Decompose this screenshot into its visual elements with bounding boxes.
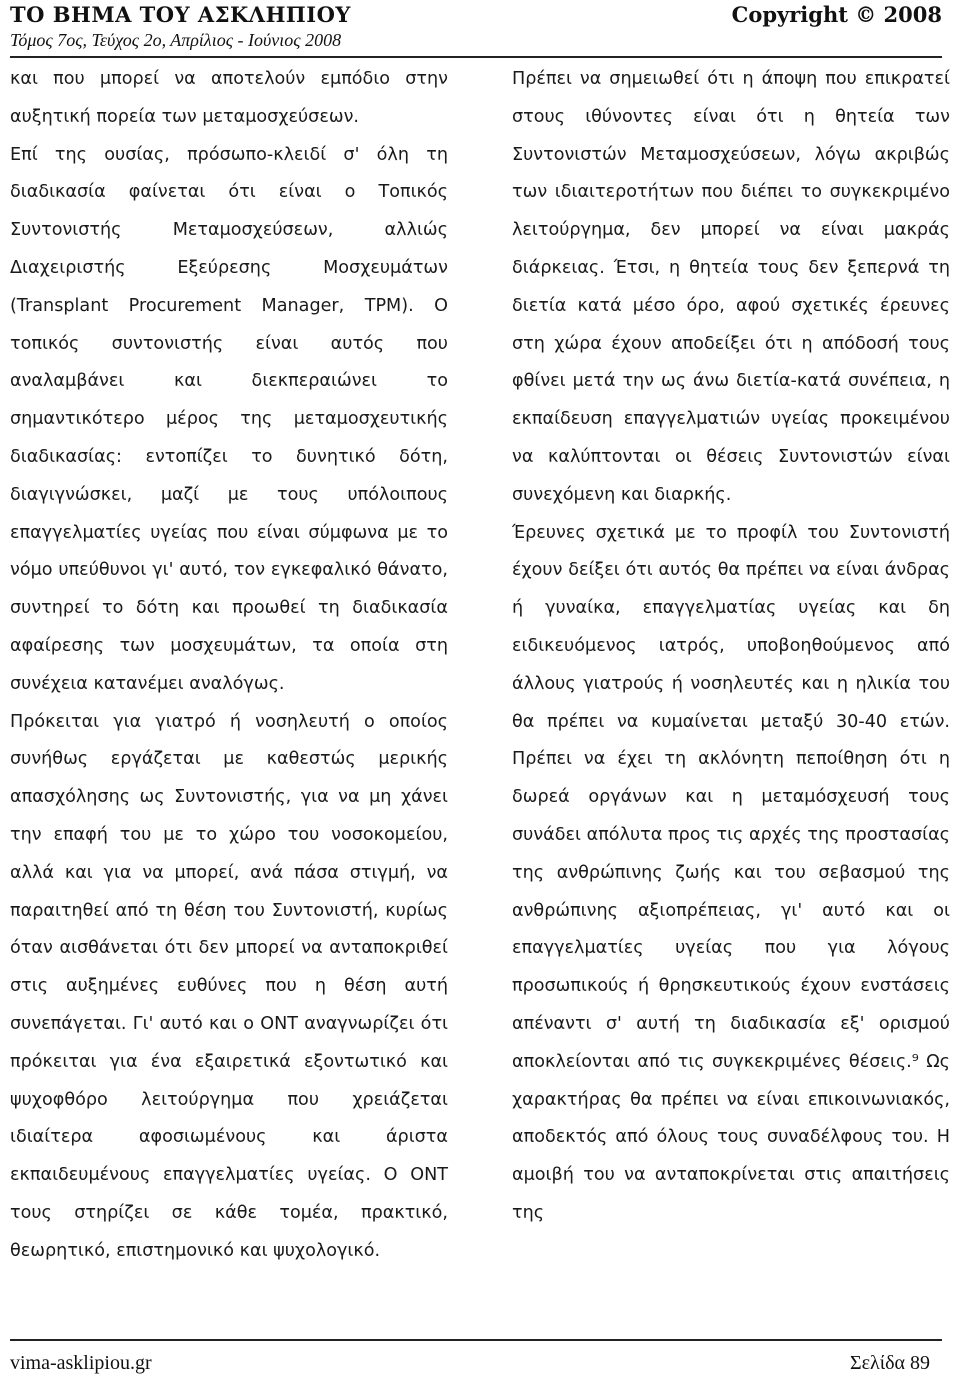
paragraph: Πρόκειται για γιατρό ή νοσηλευτή ο οποίος συνήθως εργάζεται με καθεστώς μερικής απασχόλησης ως Συντονιστής, για να μη χάνει την επαφή του με το χώρο του νοσοκομείου, αλλά και για να μπορεί, ανά πάσα στιγμή, να παραιτηθεί από τη θέση του Συντονιστή, κυρίως όταν αισθάνεται ότι δεν μπορεί να ανταποκριθεί στις αυξημένες ευθύνες που η θέση αυτή συνεπάγεται. Γι' αυτό και ο ΟΝΤ αναγνωρίζει ότι πρόκειται για ένα εξαιρετικά εξοντωτικό και ψυχοφθόρο λειτούργημα που χρειάζεται ιδιαίτερα αφοσιωμένους και άριστα εκπαιδευμένους επαγγελματίες υγείας. Ο ΟΝΤ τους στηρίζει σε κάθε τομέα, πρακτικό, θεωρητικό, επιστημονικό και ψυχολογικό. (10, 711, 448, 1261)
issue-info: Τόμος 7ος, Τεύχος 2ο, Απρίλιος - Ιούνιος 2008 (10, 30, 342, 50)
left-column (10, 61, 448, 1271)
paragraph: Επί της ουσίας, πρόσωπο-κλειδί σ' όλη τη διαδικασία φαίνεται ότι είναι ο Τοπικός Συντονιστής Μεταμοσχεύσεων, αλλιώς Διαχειριστής Εξεύρεσης Μοσχευμάτων (Transplant Procurement Manager, TPM). Ο τοπικός συντονιστής είναι αυτός που αναλαμβάνει και διεκπεραιώνει το σημαντικότερο μέρος της μεταμοσχευτικής διαδικασίας: εντοπίζει το δυνητικό δότη, διαγιγνώσκει, μαζί με τους υπόλοιπους επαγγελματίες υγείας που είναι σύμφωνα με το νόμο υπεύθυνοι γι' αυτό, τον εγκεφαλικό θάνατο, συντηρεί το δότη και προωθεί τη διαδικασία αφαίρεσης των μοσχευμάτων, τα οποία στη συνέχεια κατανέμει αναλόγως. (10, 144, 448, 694)
journal-title: ΤΟ ΒΗΜΑ ΤΟΥ ΑΣΚΛΗΠΙΟΥ (10, 2, 351, 27)
header-divider (10, 56, 942, 58)
paragraph: και που μπορεί να αποτελούν εμπόδιο στην αυξητική πορεία των μεταμοσχεύσεων. (10, 69, 448, 127)
copyright-notice: Copyright © 2008 (731, 2, 942, 27)
page-number: Σελίδα 89 (849, 1352, 930, 1374)
right-column (512, 61, 950, 1233)
page-footer (10, 1352, 930, 1378)
website-link[interactable]: vima-asklipiou.gr (10, 1352, 152, 1374)
page-header (10, 0, 942, 62)
paragraph: Πρέπει να σημειωθεί ότι η άποψη που επικρατεί στους ιθύνοντες είναι ότι η θητεία των Συντονιστών Μεταμοσχεύσεων, λόγω ακριβώς των ιδιαιτεροτήτων που διέπει το συγκεκριμένο λειτούργημα, δεν μπορεί να είναι μακράς διάρκειας. Έτσι, η θητεία τους δεν ξεπερνά τη διετία κατά μέσο όρο, αφού σχετικές έρευνες στη χώρα έχουν αποδείξει ότι η απόδοσή τους φθίνει μετά την ως άνω διετία-κατά συνέπεια, η εκπαίδευση επαγγελματιών υγείας προκειμένου να καλύπτονται οι θέσεις Συντονιστών είναι συνεχόμενη και διαρκής. (512, 69, 950, 505)
paragraph: Έρευνες σχετικά με το προφίλ του Συντονιστή έχουν δείξει ότι αυτός θα πρέπει να είναι άνδρας ή γυναίκα, επαγγελματίας υγείας και δη ειδικευόμενος ιατρός, υποβοηθούμενος από άλλους γιατρούς ή νοσηλευτές και η ηλικία του θα πρέπει να κυμαίνεται μεταξύ 30-40 ετών. Πρέπει να έχει τη ακλόνητη πεποίθηση ότι η δωρεά οργάνων και η μεταμόσχευσή τους συνάδει απόλυτα προς τις αρχές της προστασίας της ανθρώπινης ζωής και του σεβασμού της ανθρώπινης αξιοπρέπειας, γι' αυτό και οι επαγγελματίες υγείας που για λόγους προσωπικούς ή θρησκευτικούς έχουν ενστάσεις απέναντι σ' αυτή τη διαδικασία εξ' ορισμού αποκλείονται από τις συγκεκριμένες θέσεις.⁹ Ως χαρακτήρας θα πρέπει να είναι επικοινωνιακός, αποδεκτός από όλους τους συναδέλφους του. Η αμοιβή του να ανταποκρίνεται στις απαιτήσεις της (512, 522, 950, 1223)
footer-divider (10, 1339, 942, 1341)
